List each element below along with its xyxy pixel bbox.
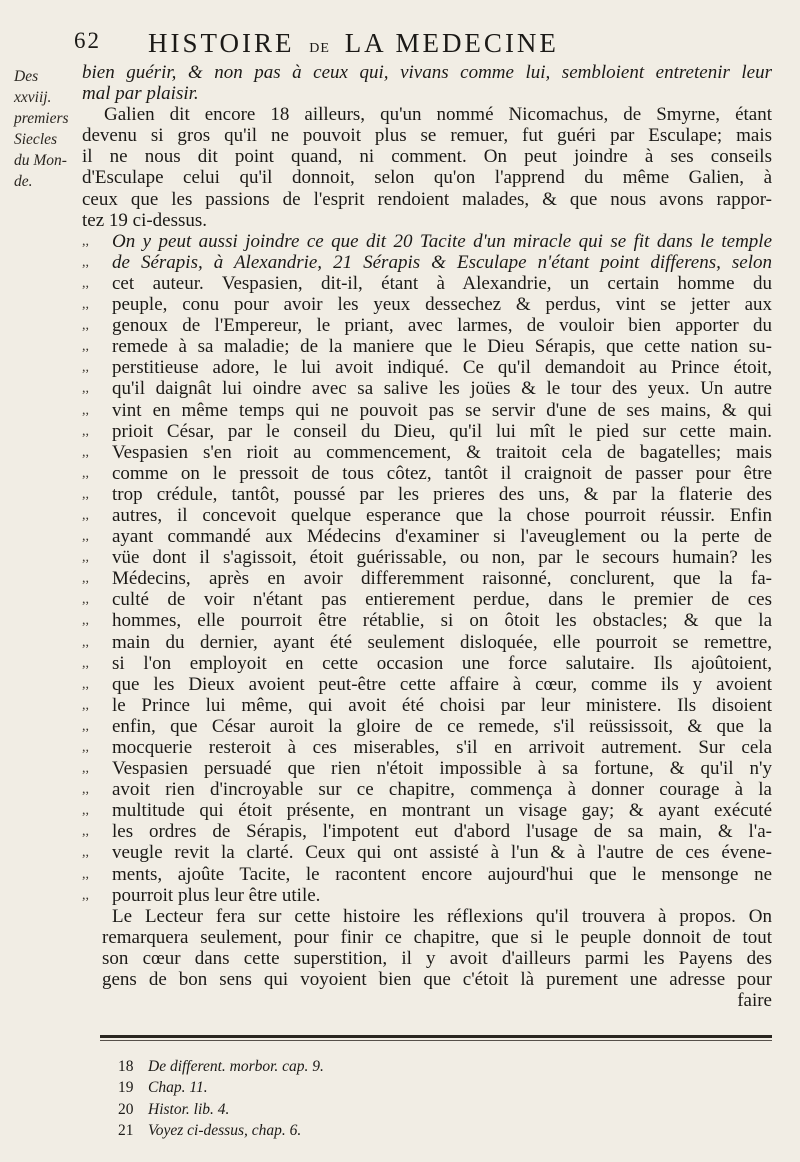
footnote bbox=[118, 1099, 418, 1120]
text-line bbox=[82, 442, 772, 463]
quote-mark: ,, bbox=[82, 634, 89, 650]
quote-mark: ,, bbox=[82, 360, 89, 376]
line-text: faire bbox=[737, 990, 772, 1012]
line-text: mocquerie resteroit à ces miserables, s'il en arrivoit autrement. Sur cela bbox=[112, 737, 772, 758]
text-line bbox=[82, 167, 772, 188]
quote-mark: ,, bbox=[82, 550, 89, 566]
line-text: le Prince lui même, qui avoit été choisi par leur ministere. Ils disoient bbox=[112, 694, 772, 716]
text-line bbox=[82, 758, 772, 779]
quote-mark: ,, bbox=[82, 233, 89, 249]
line-text: main du dernier, ayant été seulement disloquée, elle pourroit se remettre, bbox=[112, 631, 772, 653]
line-text: il ne nous dit point quand, ni comment. On peut joindre à ses conseils bbox=[82, 146, 772, 168]
text-line bbox=[82, 421, 772, 442]
line-text: Le Lecteur fera sur cette histoire les réflexions qu'il trouvera à propos. On bbox=[112, 905, 772, 927]
quote-mark: ,, bbox=[82, 444, 89, 460]
line-text: autres, il concevoit quelque esperance que la chose pourroit réussir. Enfin bbox=[112, 504, 772, 526]
footnote-text: Voyez ci-dessus, chap. 6. bbox=[148, 1121, 302, 1139]
text-line bbox=[82, 737, 772, 758]
margin-note-line: premiers bbox=[14, 110, 69, 127]
text-line bbox=[82, 800, 772, 821]
quote-mark: ,, bbox=[82, 887, 89, 903]
text-line bbox=[82, 62, 772, 83]
quote-mark: ,, bbox=[82, 845, 89, 861]
line-text: les ordres de Sérapis, l'impotent eut d'abord l'usage de sa main, & l'a- bbox=[112, 821, 772, 843]
line-text: culté de voir n'étant pas entierement perdue, dans le premier de ces bbox=[112, 589, 772, 611]
margin-note-line: du Mon- bbox=[14, 152, 67, 169]
quote-mark: ,, bbox=[82, 866, 89, 882]
line-text: son cœur dans cette superstition, il y avoit d'ailleurs parmi les Payens des bbox=[102, 947, 772, 969]
text-line bbox=[82, 336, 772, 357]
text-line bbox=[82, 969, 772, 990]
line-text: bien guérir, & non pas à ceux qui, vivans comme lui, sembloient entretenir leur bbox=[82, 62, 772, 83]
line-text: comme on le pressoit de tous côtez, tantôt il craignoit de passer pour être bbox=[112, 462, 772, 484]
text-line bbox=[82, 104, 772, 125]
text-line bbox=[82, 589, 772, 610]
quote-mark: ,, bbox=[82, 318, 89, 334]
body-text bbox=[82, 62, 772, 1011]
line-text: ments, ajoûte Tacite, le racontent encore aujourd'hui que le mensonge ne bbox=[112, 863, 772, 885]
footnote bbox=[118, 1056, 418, 1077]
quote-mark: ,, bbox=[82, 676, 89, 692]
margin-note bbox=[14, 66, 84, 192]
line-text: devenu si gros qu'il ne pouvoit plus se remuer, fut guéri par Esculape; mais bbox=[82, 125, 772, 147]
text-line bbox=[82, 821, 772, 842]
line-text: si l'on employoit en cette occasion une force salutaire. Ils ajoûtoient, bbox=[112, 652, 772, 674]
line-text: d'Esculape celui qu'il donnoit, selon qu'on l'apprend du même Galien, à bbox=[82, 167, 772, 189]
running-title bbox=[148, 28, 559, 59]
text-line bbox=[82, 273, 772, 294]
footnote-rule bbox=[100, 1035, 772, 1038]
quote-mark: ,, bbox=[82, 824, 89, 840]
line-text: Galien dit encore 18 ailleurs, qu'un nommé Nicomachus, de Smyrne, étant bbox=[104, 104, 772, 126]
text-line bbox=[82, 83, 772, 104]
quote-mark: ,, bbox=[82, 486, 89, 502]
title-word-la: LA bbox=[344, 28, 387, 58]
text-line bbox=[82, 927, 772, 948]
text-line bbox=[82, 400, 772, 421]
quote-mark: ,, bbox=[82, 297, 89, 313]
line-text: remede à sa maladie; de la maniere que le Dieu Sérapis, que cette nation su- bbox=[112, 336, 772, 358]
text-line bbox=[82, 948, 772, 969]
quote-mark: ,, bbox=[82, 275, 89, 291]
title-word-histoire: HISTOIRE bbox=[148, 28, 295, 58]
text-line bbox=[82, 716, 772, 737]
line-text: peuple, conu pour avoir les yeux dessechez & perdus, vint se jetter aux bbox=[112, 294, 772, 316]
text-line bbox=[82, 568, 772, 589]
quote-mark: ,, bbox=[82, 613, 89, 629]
text-line bbox=[82, 315, 772, 336]
quote-mark: ,, bbox=[82, 465, 89, 481]
text-line bbox=[82, 779, 772, 800]
text-line bbox=[82, 610, 772, 631]
page-number: 62 bbox=[74, 28, 101, 53]
line-text: ayant commandé aux Médecins d'examiner si l'aveuglement ou la perte de bbox=[112, 526, 772, 548]
footnote-text: Histor. lib. 4. bbox=[148, 1100, 230, 1118]
footnote-number: 19 bbox=[118, 1079, 134, 1097]
text-line bbox=[82, 695, 772, 716]
text-line bbox=[82, 231, 772, 252]
margin-note-line: xxviij. bbox=[14, 89, 52, 106]
line-text: perstitieuse adore, le lui avoit indiqué. Ce qu'il demandoit au Prince étoit, bbox=[112, 357, 772, 379]
line-text: genoux de l'Empereur, le priant, avec larmes, de vouloir bien apporter du bbox=[112, 315, 772, 337]
text-line bbox=[82, 906, 772, 927]
footnote bbox=[118, 1077, 418, 1098]
margin-note-line: de. bbox=[14, 173, 33, 190]
footnote bbox=[118, 1120, 418, 1141]
quote-mark: ,, bbox=[82, 507, 89, 523]
line-text: avoit rien d'incroyable sur ce chapitre, commença à donner courage à la bbox=[112, 779, 772, 801]
line-text: Médecins, après en avoir differemment raisonné, conclurent, que la fa- bbox=[112, 568, 772, 590]
title-word-de: DE bbox=[309, 41, 330, 56]
quote-mark: ,, bbox=[82, 782, 89, 798]
text-line bbox=[82, 864, 772, 885]
margin-note-line: Des bbox=[14, 68, 39, 85]
text-line bbox=[82, 632, 772, 653]
quote-mark: ,, bbox=[82, 423, 89, 439]
running-header bbox=[62, 28, 732, 62]
line-text: ceux que les passions de l'esprit rendoient malades, & que nous avons rappor- bbox=[82, 188, 772, 210]
line-text: cet auteur. Vespasien, dit-il, étant à Alexandrie, un certain homme du bbox=[112, 272, 772, 294]
footnote-number: 21 bbox=[118, 1121, 134, 1139]
quote-mark: ,, bbox=[82, 381, 89, 397]
quote-mark: ,, bbox=[82, 592, 89, 608]
text-line bbox=[82, 842, 772, 863]
quote-mark: ,, bbox=[82, 740, 89, 755]
text-line bbox=[82, 505, 772, 526]
line-text: remarquera seulement, pour finir ce chapitre, que si le peuple donnoit de tout bbox=[102, 926, 772, 948]
quote-mark: ,, bbox=[82, 697, 89, 713]
margin-note-line: Siecles bbox=[14, 131, 58, 148]
text-line bbox=[82, 484, 772, 505]
footnote-number: 18 bbox=[118, 1058, 134, 1075]
line-text: prioit César, par le conseil du Dieu, qu'il lui mît le pied sur cette main. bbox=[112, 420, 772, 442]
line-text: Vespasien persuadé que rien n'étoit impossible à sa fortune, & qu'il n'y bbox=[112, 758, 772, 780]
line-text: que les Dieux avoient peut-être cette affaire à cœur, comme ils y avoient bbox=[112, 673, 772, 695]
quote-mark: ,, bbox=[82, 803, 89, 819]
line-text: Vespasien s'en rioit au commencement, & traitoit cela de bagatelles; mais bbox=[112, 441, 772, 463]
footnote-text: De different. morbor. cap. 9. bbox=[148, 1058, 324, 1075]
line-text: pourroit plus leur être utile. bbox=[112, 884, 321, 906]
text-line bbox=[82, 189, 772, 210]
text-line bbox=[82, 125, 772, 146]
title-word-medecine: MEDECINE bbox=[395, 28, 559, 58]
line-text: enfin, que César auroit la gloire de ce remede, s'il reüssissoit, & que la bbox=[112, 715, 772, 737]
text-line bbox=[82, 653, 772, 674]
line-text: hommes, elle pourroit être rétablie, si on ôtoit les obstacles; & que la bbox=[112, 610, 772, 632]
text-line bbox=[82, 885, 772, 906]
quote-mark: ,, bbox=[82, 254, 89, 270]
quote-mark: ,, bbox=[82, 402, 89, 418]
text-line bbox=[82, 674, 772, 695]
footnotes bbox=[118, 1056, 418, 1141]
text-line bbox=[82, 357, 772, 378]
text-line bbox=[82, 378, 772, 399]
line-text: On y peut aussi joindre ce que dit 20 Tacite d'un miracle qui se fit dans le temple bbox=[112, 230, 772, 252]
line-text: vüe dont il s'agissoit, étoit guérissable, ou non, par le secours humain? les bbox=[112, 547, 772, 569]
text-line bbox=[82, 252, 772, 273]
quote-mark: ,, bbox=[82, 339, 89, 355]
text-line bbox=[82, 463, 772, 484]
line-text: trop crédule, tantôt, poussé par les prieres des uns, & par la flaterie des bbox=[112, 483, 772, 505]
line-text: gens de bon sens qui voyoient bien que c'étoit là purement une adresse pour bbox=[102, 969, 772, 991]
line-text: vint en même temps qui ne pouvoit pas se servir d'une de ses mains, & qui bbox=[112, 399, 772, 421]
quote-mark: ,, bbox=[82, 655, 89, 671]
text-line bbox=[82, 294, 772, 315]
quote-mark: ,, bbox=[82, 571, 89, 587]
footnote-rule-thin bbox=[100, 1040, 772, 1041]
line-text: veugle revit la clarté. Ceux qui ont assisté à l'un & à l'autre de ces évene- bbox=[112, 842, 772, 864]
text-line bbox=[82, 526, 772, 547]
quote-mark: ,, bbox=[82, 761, 89, 777]
text-line bbox=[82, 210, 772, 231]
footnote-number: 20 bbox=[118, 1100, 134, 1118]
text-line bbox=[82, 990, 772, 1011]
line-text: tez 19 ci-dessus. bbox=[82, 209, 208, 231]
text-line bbox=[82, 146, 772, 167]
quote-mark: ,, bbox=[82, 718, 89, 734]
line-text: de Sérapis, à Alexandrie, 21 Sérapis & Esculape n'étant point differens, selon bbox=[112, 251, 772, 273]
line-text: mal par plaisir. bbox=[82, 83, 199, 105]
quote-mark: ,, bbox=[82, 529, 89, 545]
text-line bbox=[82, 547, 772, 568]
line-text: multitude qui étoit présente, en montrant un visage gay; & ayant exécuté bbox=[112, 800, 772, 822]
footnote-text: Chap. 11. bbox=[148, 1079, 208, 1097]
line-text: qu'il daignât lui oindre avec sa salive les joües & le tour des yeux. Un autre bbox=[112, 378, 772, 400]
